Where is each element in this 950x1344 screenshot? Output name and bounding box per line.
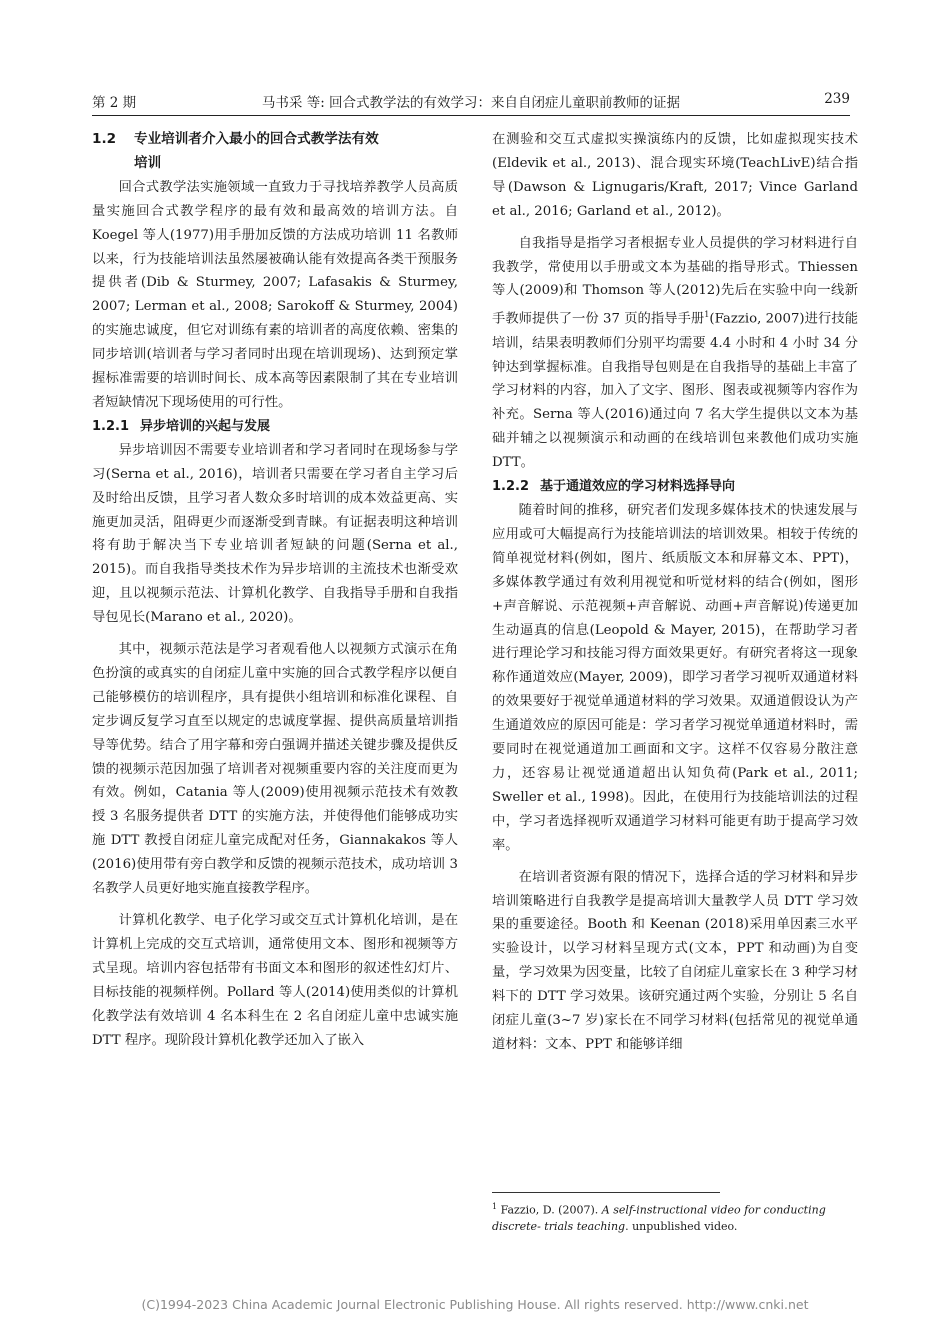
issue-label: 第 2 期 — [92, 95, 137, 111]
subsection-title: 基于通道效应的学习材料选择导向 — [540, 479, 736, 495]
footnote — [492, 1199, 858, 1235]
page-number: 239 — [824, 91, 850, 107]
section-title-line1: 专业培训者介入最小的回合式教学法有效 — [134, 131, 379, 147]
footnote-number: 1 — [492, 1202, 498, 1211]
paragraph: 异步培训因不需要专业培训者和学习者同时在现场参与学习(Serna et al., 2016)，培训者只需要在学习者自主学习后及时给出反馈，且学习者人数众多时培训的成本效益更高、实施更加灵活，阻碍更少而逐渐受到青睐。有证据表明这种培训将有助于解决当下专业培训者短缺的问题(Serna et al., 2015)。而自我指导类技术作为异步培训的主流技术也渐受欢迎，且以视频示范法、计算机化教学、自我指导手册和自我指导包见长(Marano et al., 2020)。 — [92, 442, 458, 626]
footnote-title: A self-instructional video for conducting discrete- trials teaching — [492, 1203, 826, 1233]
paragraph: 计算机化教学、电子化学习或交互式计算机化培训，是在计算机上完成的交互式培训，通常使用文本、图形和视频等方式呈现。培训内容包括带有书面文本和图形的叙述性幻灯片、目标技能的视频样例。Pollard 等人(2014)使用类似的计算机化教学法有效培训 4 名本科生在 2 名自闭症儿童中忠诚实施 DTT 程序。现阶段计算机化教学还加入了嵌入 — [92, 913, 458, 1048]
right-column — [492, 128, 858, 1057]
section-title-line2: 培训 — [134, 154, 162, 171]
paragraph-text: 自我指导是指学习者根据专业人员提供的学习材料进行自我教学，常使用以手册或文本为基础的指导形式。Thiessen 等人(2009)和 Thomson 等人(2012)先后在实验中向一线新手教师提供了一份 37 页的指导手册 — [492, 235, 858, 327]
subsection-number: 1.2.2 — [492, 479, 530, 495]
footnote-rule — [492, 1192, 720, 1193]
footnote-marker: 1 — [704, 310, 710, 320]
section-number: 1.2 — [92, 131, 117, 147]
header-rule — [92, 115, 850, 116]
paragraph: 在培训者资源有限的情况下，选择合适的学习材料和异步培训策略进行自我教学是提高培训大量教学人员 DTT 学习效果的重要途径。Booth 和 Keenan (2018)采用单因素三水平实验设计，以学习材料呈现方式(文本，PPT 和动画)为自变量，学习效果为因变量，比较了自闭症儿童家长在 3 种学习材料下的 DTT 学习效果。该研究通过两个实验，分别让 5 名自闭症儿童(3~7 岁)家长在不同学习材料(包括常见的视觉单通道材料：文本、PPT 和能够详细 — [492, 869, 858, 1052]
running-title: 马书采 等: 回合式教学法的有效学习：来自自闭症儿童职前教师的证据 — [261, 95, 681, 111]
paragraph: 回合式教学法实施领域一直致力于寻找培养教学人员高质量实施回合式教学程序的最有效和最高效的培训方法。自 Koegel 等人(1977)用手册加反馈的方法成功培训 11 名教师以来，行为技能培训法虽然屡被确认能有效提高各类干预服务提供者(Dib & Sturmey, 2007; Lafasakis & Sturmey, 2007; Lerman et al., 2008; Sarokoff & Sturmey, 2004)的实施忠诚度，但它对训练有素的培训者的高度依赖、密集的同步培训(培训者与学习者同时出现在培训现场)、达到预定掌握标准需要的培训时间长、成本高等因素限制了其在专业培训者短缺情况下现场使用的可行性。 — [92, 179, 458, 410]
subsection-title: 异步培训的兴起与发展 — [140, 418, 271, 434]
subsection-number: 1.2.1 — [92, 418, 130, 434]
paragraph: 随着时间的推移，研究者们发现多媒体技术的快速发展与应用或可大幅提高行为技能培训法的培训效果。相较于传统的简单视觉材料(例如，图片、纸质版文本和屏幕文本、PPT)，多媒体教学通过有效利用视觉和听觉材料的结合(例如，图形+声音解说、示范视频+声音解说、动画+声音解说)传递更加生动逼真的信息(Leopold & Mayer, 2015)，在帮助学习者进行理论学习和技能习得方面效果更好。有研究者将这一现象称作通道效应(Mayer, 2009)，即学习者学习视听双通道材料的效果要好于视觉单通道材料的学习效果。双通道假设认为产生通道效应的原因可能是：学习者学习视觉单通道材料时，需要同时在视觉通道加工画面和文字。这样不仅容易分散注意力，还容易让视觉通道超出认知负荷(Park et al., 2011; Sweller et al., 1998)。因此，在使用行为技能培训法的过程中，学习者选择视听双通道学习材料可能更有助于提高学习效率。 — [492, 503, 858, 853]
left-column — [92, 128, 458, 1052]
paragraph: 在测验和交互式虚拟实操演练内的反馈，比如虚拟现实技术(Eldevik et al., 2013)、混合现实环境(TeachLivE)结合指导(Dawson & Lignugaris/Kraft, 2017; Vince Garland et al., 2016; Garland et al., 2012)。 — [492, 132, 858, 219]
subsection-heading — [92, 415, 458, 439]
running-header — [92, 91, 850, 113]
section-heading — [92, 128, 458, 176]
subsection-heading — [492, 475, 858, 499]
copyright-footer: (C)1994-2023 China Academic Journal Electronic Publishing House. All rights reserved. http://www.cnki.net — [141, 1297, 809, 1312]
paragraph — [492, 232, 858, 475]
footnote-author: Fazzio, D. (2007). — [500, 1203, 602, 1217]
paragraph: 其中，视频示范法是学习者观看他人以视频方式演示在角色扮演的或真实的自闭症儿童中实施的回合式教学程序以便自己能够模仿的培训程序，具有提供小组培训和标准化课程、自定步调反复学习直至以规定的忠诚度掌握、提供高质量培训指导等优势。结合了用字幕和旁白强调并描述关键步骤及提供反馈的视频示范因加强了培训者对视频重要内容的关注度而更为有效。例如，Catania 等人(2009)使用视频示范技术有效教授 3 名服务提供者 DTT 的实施方法，并使得他们能够成功实施 DTT 教授自闭症儿童完成配对任务，Giannakakos 等人(2016)使用带有旁白教学和反馈的视频示范技术，成功培训 3 名教学人员更好地实施直接教学程序。 — [92, 642, 458, 897]
paragraph-text: (Fazzio, 2007)进行技能培训，结果表明教师们分别平均需要 4.4 小时和 4 小时 34 分钟达到掌握标准。自我指导包则是在自我指导的基础上丰富了学习材料的内容，加入了文字、图形、图表或视频等内容作为补充。Serna 等人(2016)通过向 7 名大学生提供以文本为基础并辅之以视频演示和动画的在线培训包来教他们成功实施 DTT。 — [492, 311, 858, 471]
footnote-rest: . unpublished video. — [625, 1219, 738, 1233]
